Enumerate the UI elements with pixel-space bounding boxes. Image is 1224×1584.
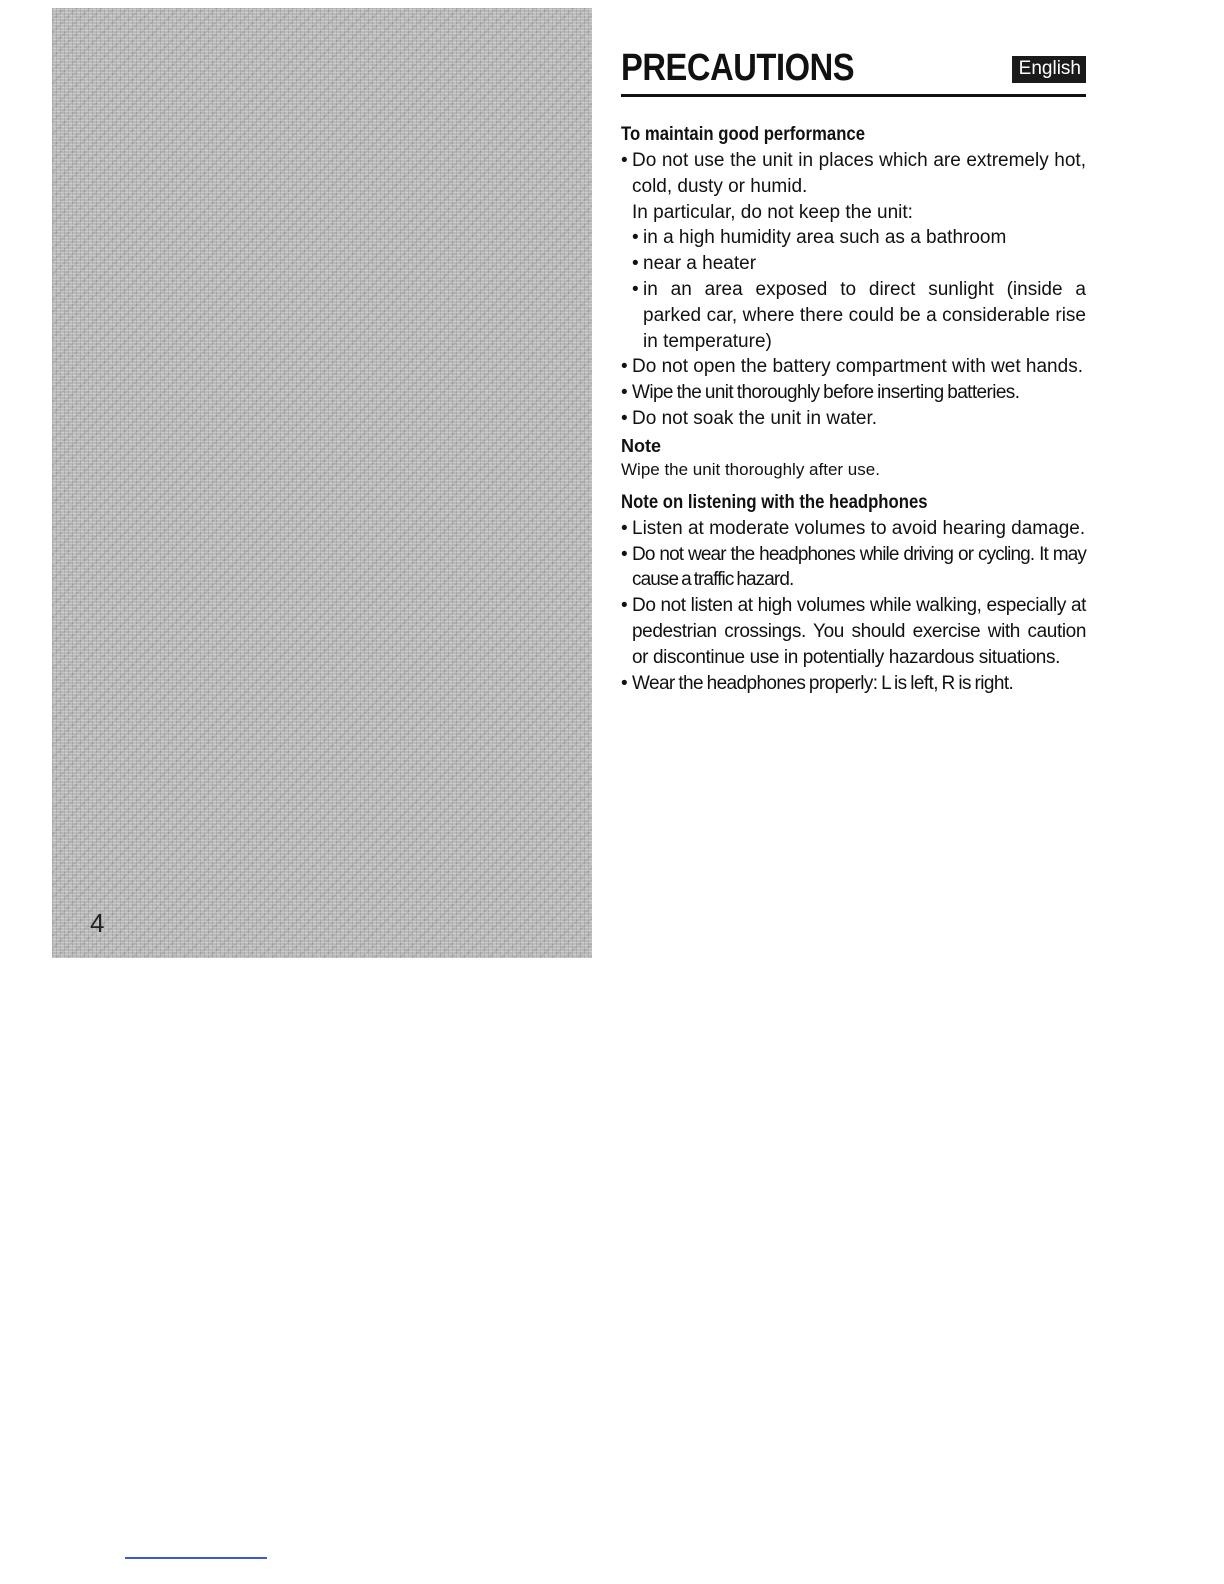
sub-bullet-list <box>632 225 1086 354</box>
list-item: • Listen at moderate volumes to avoid hearing damage. <box>621 516 1086 542</box>
list-item: • Do not soak the unit in water. <box>621 406 1086 432</box>
headphones-bullet-list <box>621 516 1086 697</box>
note-text: Wipe the unit thoroughly after use. <box>621 459 880 479</box>
sub-list-item: • in a high humidity area such as a bathroom <box>632 225 1086 251</box>
sub-list-item: • near a heater <box>632 251 1086 277</box>
footer-divider-line <box>125 1557 267 1559</box>
performance-bullet-list <box>621 148 1086 432</box>
page-title: PRECAUTIONS <box>621 47 855 89</box>
list-item <box>621 148 1086 354</box>
page-header <box>621 40 1086 97</box>
section-heading-headphones: Note on listening with the headphones <box>621 491 928 513</box>
section-heading-performance: To maintain good performance <box>621 124 866 145</box>
list-item: • Wipe the unit thoroughly before inserting batteries. <box>621 380 1086 406</box>
bullet-text: Do not use the unit in places which are extremely hot, cold, dusty or humid. <box>632 150 1086 197</box>
list-item: • Do not open the battery compartment with wet hands. <box>621 354 1086 380</box>
followup-text: In particular, do not keep the unit: <box>632 201 913 223</box>
list-item: • Wear the headphones properly: L is left, R is right. <box>621 671 1086 697</box>
page-number: 4 <box>90 908 105 938</box>
list-item: • Do not listen at high volumes while walking, especially at pedestrian crossings. You should exercise with caution or discontinue use in potentially hazardous situations. <box>621 593 1086 670</box>
precautions-content <box>621 40 1086 696</box>
note-heading: Note <box>621 435 661 456</box>
sub-list-item: • in an area exposed to direct sunlight (inside a parked car, where there could be a considerable rise in temperature) <box>632 277 1086 354</box>
decorative-texture-panel <box>52 8 592 958</box>
list-item: • Do not wear the headphones while driving or cycling. It may cause a traffic hazard. <box>621 542 1086 594</box>
language-badge: English <box>1012 56 1086 83</box>
